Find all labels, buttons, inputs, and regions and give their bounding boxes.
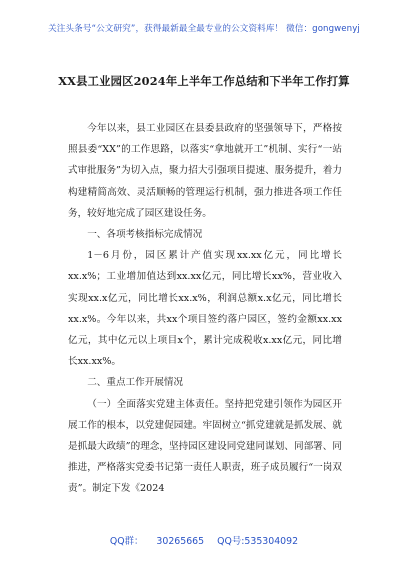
indicators-paragraph: 1－6月份，园区累计产值实现xx.xx亿元，同比增长xx.x%；工业增加值达到xx.xx亿元，同比增长xx%，营业收入实现xx.x亿元，同比增长xx.x%，利润总额x.x亿元，同比增长xx.x%。今年以来，共xx个项目签约落户园区，签约金额xx.xx亿元，其中亿元以上项目x个，累计完成税收x.xx亿元，同比增长xx.xx%。: [68, 250, 342, 368]
document-body: [68, 118, 342, 500]
section-heading-key-work: 二、重点工作开展情况: [87, 377, 184, 389]
footer-banner: QQ群： 30265665 QQ号:535304092: [109, 536, 299, 547]
header-banner: 关注头条号“公文研究”，获得最新最全最专业的公文资料库！ 微信：gongwenyj: [48, 24, 360, 34]
intro-paragraph: 今年以来，县工业园区在县委县政府的坚强领导下，严格按照县委“XX”的工作思路，以落实“拿地就开工”机制、实行“一站式审批服务”为切入点，聚力招大引强项目提速、服务提升，着力构建精简高效、灵活顺畅的管理运行机制，强力推进各项工作任务，较好地完成了园区建设任务。: [68, 123, 342, 219]
section-heading-indicators: 一、各项考核指标完成情况: [87, 229, 203, 241]
party-building-paragraph: （一）全面落实党建主体责任。坚持把党建引领作为园区开展工作的根本，以党建促园建。牢固树立“抓党建就是抓发展、就是抓最大政绩”的理念，坚持园区建设同党建同谋划、同部署、同推进，严格落实党委书记第一责任人职责，班子成员履行“一岗双责”。制定下发《2024: [68, 398, 342, 495]
document-title: XX县工业园区2024年上半年工作总结和下半年工作打算: [58, 74, 350, 88]
